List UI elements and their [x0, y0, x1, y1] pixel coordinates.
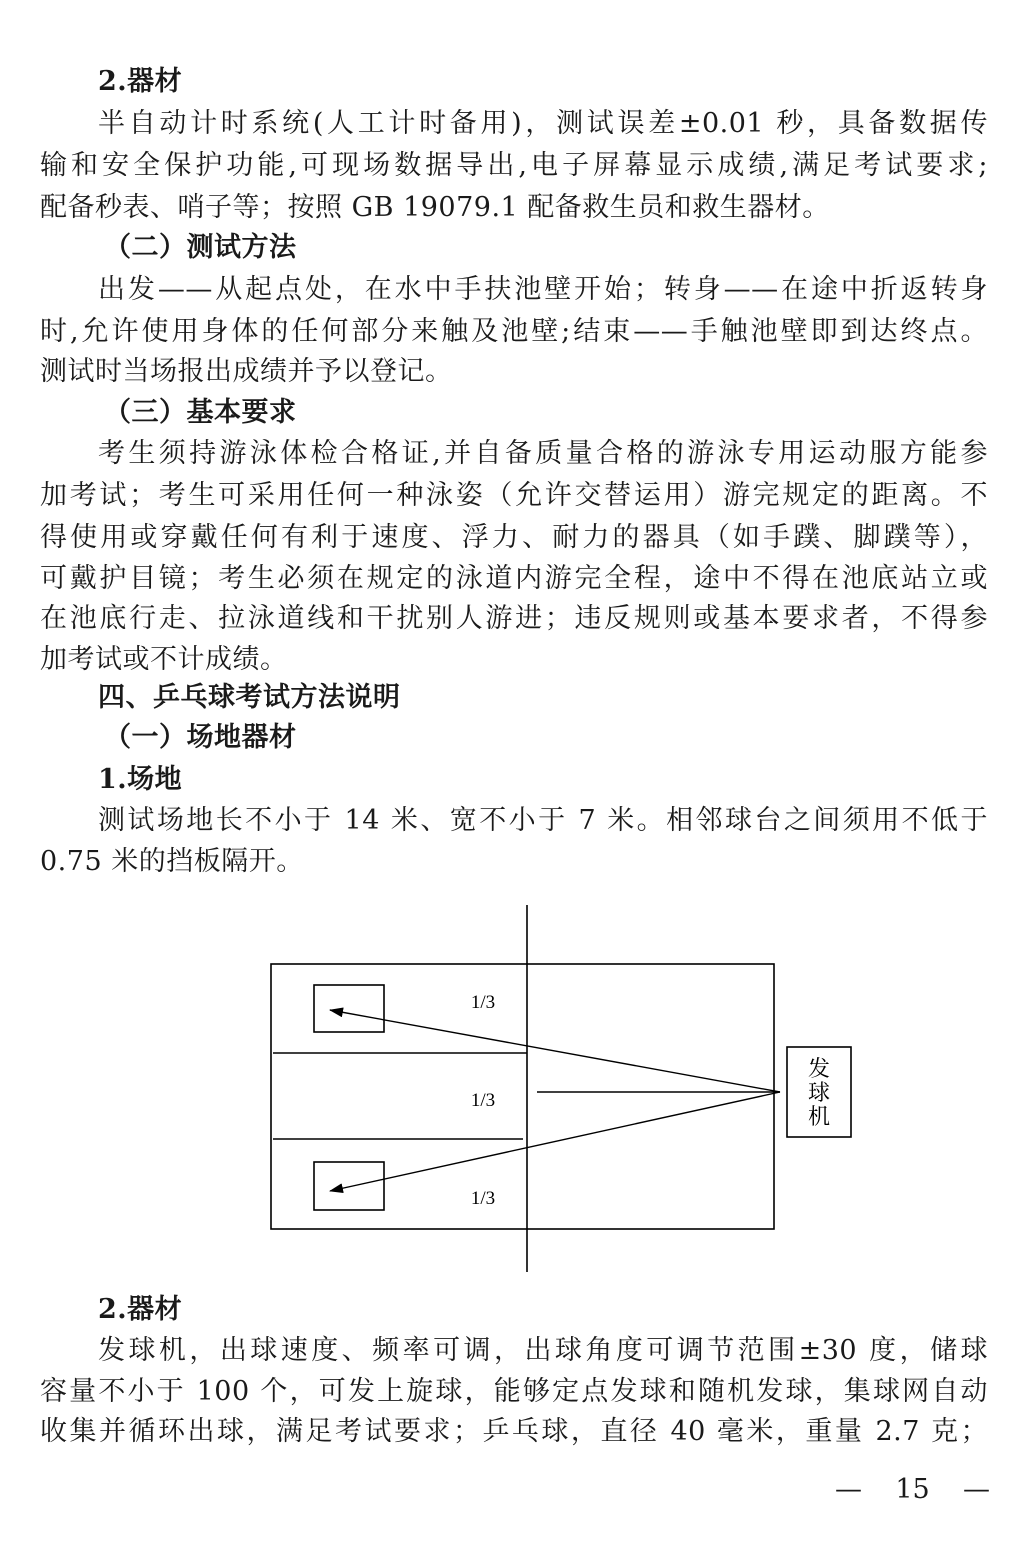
- equipment-heading: 2.器材: [98, 66, 183, 97]
- paragraph-line: 时,允许使用身体的任何部分来触及池壁;结束——手触池壁即到达终点。: [40, 316, 988, 347]
- zone-label-middle: 1/3: [470, 1090, 496, 1111]
- equipment-heading: 2.器材: [98, 1294, 183, 1325]
- site-heading: 1.场地: [98, 764, 183, 795]
- table-tennis-heading: 四、乒乓球考试方法说明: [98, 682, 401, 713]
- paragraph-line: 半自动计时系统(人工计时备用)，测试误差±0.01 秒，具备数据传: [98, 108, 988, 139]
- arrow-to-top-target: [330, 1010, 780, 1092]
- paragraph-line: 容量不小于 100 个，可发上旋球，能够定点发球和随机发球，集球网自动: [40, 1376, 988, 1407]
- page-dash-right: —: [962, 1474, 990, 1505]
- paragraph-line: 测试场地长不小于 14 米、宽不小于 7 米。相邻球台之间须用不低于: [98, 805, 988, 836]
- page-number: [835, 1472, 990, 1508]
- paragraph-line: 加考试；考生可采用任何一种泳姿（允许交替运用）游完规定的距离。不: [40, 480, 988, 511]
- table-outline: [271, 964, 774, 1229]
- paragraph-line: 得使用或穿戴任何有利于速度、浮力、耐力的器具（如手蹼、脚蹼等），: [40, 522, 988, 553]
- page-number-value: 15: [895, 1474, 930, 1505]
- paragraph-line: 加考试或不计成绩。: [40, 644, 288, 675]
- zone-label-bottom: 1/3: [470, 1188, 496, 1209]
- paragraph-line: 输和安全保护功能,可现场数据导出,电子屏幕显示成绩,满足考试要求;: [40, 150, 988, 181]
- paragraph-line: 出发——从起点处，在水中手扶池壁开始；转身——在途中折返转身: [98, 274, 988, 305]
- target-box-top: [314, 985, 384, 1032]
- basic-requirements-heading: （三）基本要求: [104, 397, 297, 428]
- paragraph-line: 可戴护目镜；考生必须在规定的泳道内游完全程，途中不得在池底站立或: [40, 563, 988, 594]
- target-box-bottom: [314, 1162, 384, 1210]
- venue-equipment-heading: （一）场地器材: [104, 722, 297, 753]
- zone-label-top: 1/3: [470, 992, 496, 1013]
- machine-label-char: 发: [807, 1056, 831, 1081]
- page-dash-left: —: [835, 1474, 862, 1505]
- paragraph-line: 测试时当场报出成绩并予以登记。: [40, 356, 453, 387]
- paragraph-line: 在池底行走、拉泳道线和干扰别人游进；违反规则或基本要求者，不得参: [40, 603, 988, 634]
- paragraph-line: 0.75 米的挡板隔开。: [40, 846, 304, 877]
- machine-label-char: 球: [807, 1080, 831, 1105]
- arrow-to-bottom-target: [330, 1092, 780, 1191]
- machine-label-char: 机: [807, 1104, 831, 1129]
- paragraph-line: 考生须持游泳体检合格证,并自备质量合格的游泳专用运动服方能参: [98, 438, 988, 469]
- paragraph-line: 发球机，出球速度、频率可调，出球角度可调节范围±30 度，储球: [98, 1335, 988, 1366]
- paragraph-line: 收集并循环出球，满足考试要求；乒乓球，直径 40 毫米，重量 2.7 克；: [40, 1416, 988, 1447]
- test-method-heading: （二）测试方法: [104, 232, 297, 263]
- paragraph-line: 配备秒表、哨子等；按照 GB 19079.1 配备救生员和救生器材。: [40, 192, 830, 223]
